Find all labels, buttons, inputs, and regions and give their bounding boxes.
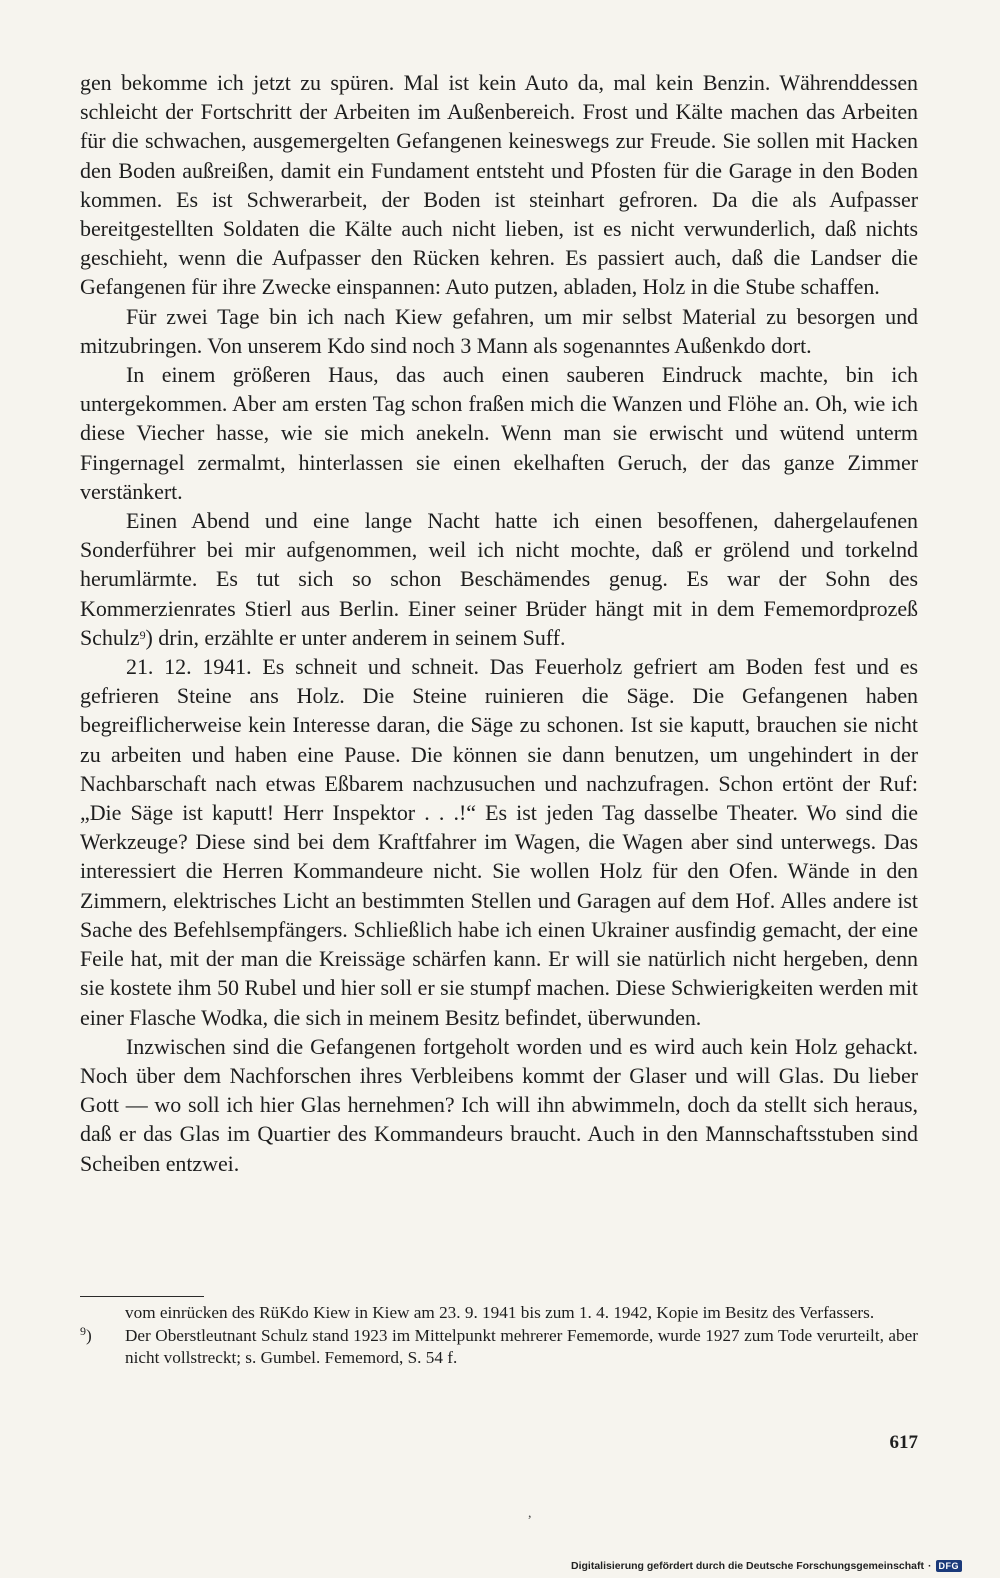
paragraph-5: 21. 12. 1941. Es schneit und schneit. Das Feuerholz gefriert am Boden fest und es gefrieren Steine ans Holz. Die Steine ruinieren die Säge. Die Gefangenen haben begreiflicherweise kein Interesse daran, die Säge zu schonen. Ist sie kaputt, brauchen sie nicht zu arbeiten und haben eine Pause. Die können sie dann benutzen, um ungehindert in der Nachbarschaft nach etwas Eßbarem nachzusuchen und nachzufragen. Schon ertönt der Ruf: „Die Säge ist kaputt! Herr Inspektor . . .!“ Es ist jeden Tag dasselbe Theater. Wo sind die Werkzeuge? Diese sind bei dem Kraftfahrer im Wagen, die Wagen aber sind unterwegs. Das interessiert die Herren Kommandeure nicht. Sie wollen Holz für den Ofen. Wände in den Zimmern, elektrisches Licht an bestimmten Stellen und Garagen auf dem Hof. Alles andere ist Sache des Befehlsempfängers. Schließlich habe ich einen Ukrainer ausfindig gemacht, der eine Feile hat, mit der man die Kreissäge schärfen kann. Er will sie natürlich nicht hergeben, denn sie kostete ihm 50 Rubel und hier soll er sie stumpf machen. Diese Schwierigkeiten werden mit einer Flasche Wodka, die sich in meinem Besitz befindet, überwunden. — [80, 654, 918, 1030]
footnote-ref-9: 9 — [139, 627, 146, 642]
footnote-continued — [80, 1302, 918, 1325]
paragraph-4-tail: ) drin, erzählte er unter anderem in seinem Suff. — [145, 624, 566, 650]
paragraph-3: In einem größeren Haus, das auch einen sauberen Eindruck machte, bin ich untergekommen. Aber am ersten Tag schon fraßen mich die Wanzen und Flöhe an. Oh, wie ich diese Viecher hasse, wie sie mich anekeln. Wenn man sie erwischt und wütend unterm Fingernagel zermalmt, hinterlassen sie einen ekelhaften Geruch, der das ganze Zimmer verstänkert. — [80, 362, 918, 504]
paragraph-4 — [80, 506, 918, 652]
dfg-logo-icon: DFG — [936, 1560, 963, 1572]
page-number: 617 — [889, 1432, 918, 1453]
paragraph-6: Inzwischen sind die Gefangenen fortgeholt worden und es wird auch kein Holz gehackt. Noch über dem Nachforschen ihres Verbleibens kommt der Glaser und will Glas. Du lieber Gott — wo soll ich hier Glas hernehmen? Ich will ihn abwimmeln, doch da stellt sich heraus, daß er das Glas im Quartier des Kommandeurs braucht. Auch in den Mannschaftsstuben sind Scheiben entzwei. — [80, 1033, 918, 1176]
footnote-mark: $^9$) — [80, 1323, 92, 1345]
paragraph-1: gen bekomme ich jetzt zu spüren. Mal ist kein Auto da, mal kein Benzin. Währenddessen schleicht der Fortschritt der Arbeiten im Außenbereich. Frost und Kälte machen das Arbeiten für die schwachen, ausgemergelten Gefangenen keineswegs zur Freude. Sie sollen mit Hacken den Boden außreißen, damit ein Fundament entsteht und Pfosten für die Garage in den Boden kommen. Es ist Schwerarbeit, der Boden ist steinhart gefroren. Da die als Aufpasser bereitgestellten Soldaten die Kälte auch nicht lieben, ist es nicht verwunderlich, daß nichts geschieht, wenn die Aufpasser den Rücken kehren. Es passiert auch, daß die Landser die Gefangenen für ihre Zwecke einspannen: Auto putzen, abladen, Holz in die Stube schaffen. — [80, 70, 918, 300]
footnote-mark — [80, 1302, 125, 1325]
credit-text: Digitalisierung gefördert durch die Deutsche Forschungsgemeinschaft — [571, 1560, 924, 1572]
scan-speck: , — [528, 1506, 532, 1521]
main-text — [80, 68, 918, 1178]
footnote-divider — [80, 1296, 204, 1297]
paragraph-2: Für zwei Tage bin ich nach Kiew gefahren, um mir selbst Material zu besorgen und mitzubringen. Von unserem Kdo sind noch 3 Mann als sogenanntes Außenkdo dort. — [80, 303, 918, 358]
footnote-9 — [80, 1325, 918, 1370]
digitization-credit: Digitalisierung gefördert durch die Deutsche Forschungsgemeinschaft · DFG — [571, 1560, 962, 1572]
footnote-text: Der Oberstleutnant Schulz stand 1923 im Mittelpunkt mehrerer Fememorde, wurde 1927 zum Tode verurteilt, aber nicht vollstreckt; s. Gumbel. Fememord, S. 54 f. — [125, 1325, 918, 1368]
footnotes — [80, 1302, 918, 1370]
footnote-text: vom einrücken des RüKdo Kiew in Kiew am 23. 9. 1941 bis zum 1. 4. 1942, Kopie im Besitz des Verfassers. — [125, 1303, 875, 1322]
paragraph-4-text: Einen Abend und eine lange Nacht hatte ich einen besoffenen, dahergelaufenen Sonderführer bei mir aufgenommen, weil ich nicht mochte, daß er grölend und torkelnd herumlärmte. Es tut sich so schon Beschämendes genug. Es war der Sohn des Kommerzienrates Stierl aus Berlin. Einer seiner Brüder hängt mit in dem Fememordprozeß Schulz — [80, 508, 918, 650]
